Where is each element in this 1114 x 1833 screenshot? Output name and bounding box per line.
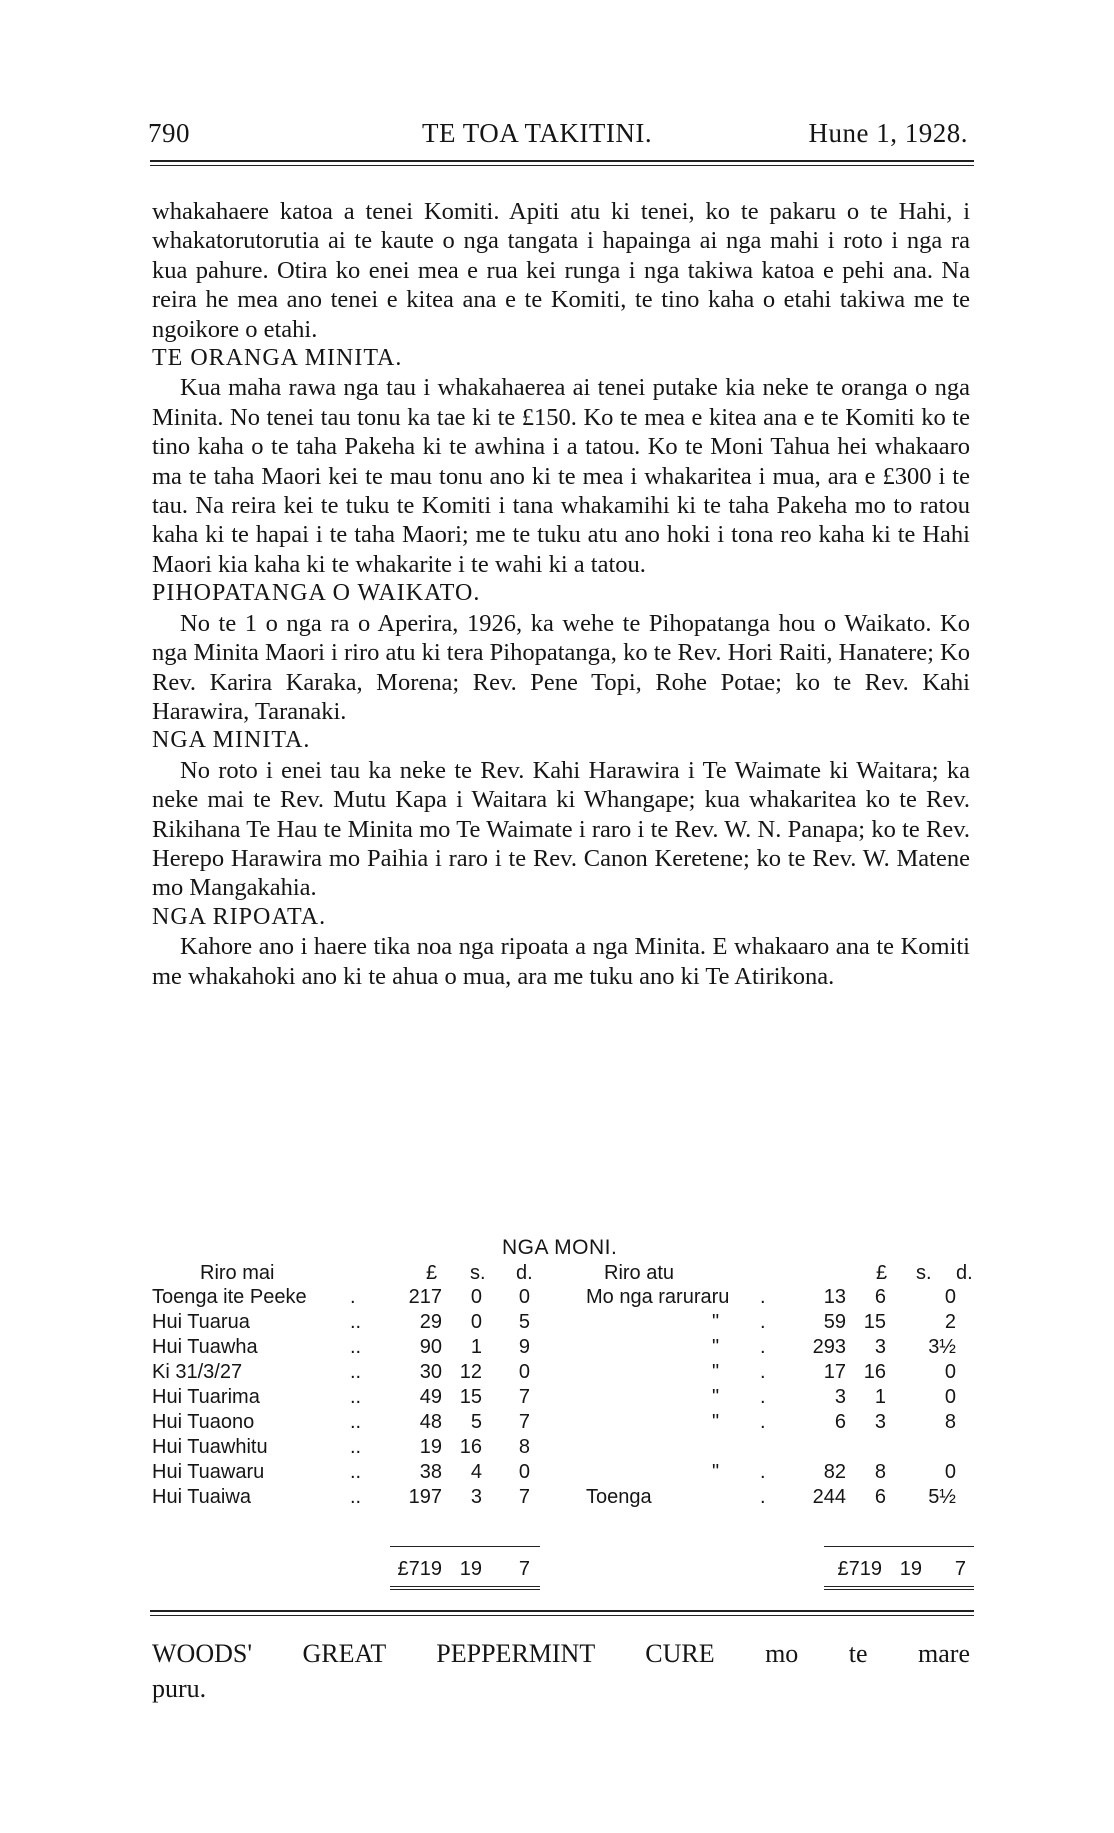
left-total-pounds: £719 (397, 1558, 442, 1580)
right-row-label: " (712, 1311, 720, 1333)
left-row-label: Hui Tuawhitu (152, 1436, 268, 1458)
paragraph-nga-ripoata: Kahore ano i haere tika noa nga ripoata a nga Minita. E whakaaro ana te Komiti me whakahoki ano ki te ahua o mua, ara me tuku ano ki Te Atirikona. (152, 933, 970, 990)
left-row-shillings: 0 (470, 1286, 482, 1308)
right-total-pounds: £719 (837, 1558, 882, 1580)
right-row-label: " (712, 1461, 720, 1483)
footer-double-rule (150, 1610, 974, 1616)
left-row-pounds: 49 (419, 1386, 442, 1408)
left-column-header: Riro mai (200, 1262, 275, 1284)
right-row-shillings: 3 (874, 1336, 886, 1358)
left-row-leader: .. (350, 1386, 362, 1408)
left-row-leader: .. (350, 1486, 362, 1508)
right-row-pence: 2 (944, 1311, 956, 1333)
left-row-leader: .. (350, 1436, 362, 1458)
left-row-label: Hui Tuaono (152, 1411, 255, 1433)
article-body (152, 197, 970, 991)
right-row-shillings: 3 (874, 1411, 886, 1433)
left-row-leader: .. (350, 1336, 362, 1358)
section-heading-pihopatanga: PIHOPATANGA O WAIKATO. (152, 580, 481, 607)
right-total-pence: 7 (954, 1558, 966, 1580)
right-sum-rule (824, 1546, 974, 1547)
left-row-pounds: 197 (408, 1486, 442, 1508)
left-row-shillings: 4 (470, 1461, 482, 1483)
publication-title: TE TOA TAKITINI. (422, 118, 653, 148)
left-row-pounds: 38 (419, 1461, 442, 1483)
left-shillings-header: s. (470, 1262, 486, 1284)
left-row-shillings: 5 (470, 1411, 482, 1433)
left-row-pence: 7 (518, 1386, 530, 1408)
left-total-double-rule (390, 1586, 540, 1590)
right-row-shillings: 15 (863, 1311, 886, 1333)
left-total-shillings: 19 (459, 1558, 482, 1580)
left-row-label: Hui Tuawaru (152, 1461, 265, 1483)
left-row-leader: .. (350, 1361, 362, 1383)
right-row-shillings: 6 (874, 1286, 886, 1308)
left-row-label: Hui Tuarua (152, 1311, 250, 1333)
right-row-pence: 5½ (928, 1486, 956, 1508)
right-pounds-header: £ (876, 1262, 888, 1284)
advert-line: WOODS' GREAT PEPPERMINT CURE mo te mare (152, 1639, 970, 1668)
advert-continuation: puru. (152, 1674, 207, 1703)
left-row-leader: .. (350, 1411, 362, 1433)
left-total-pence: 7 (518, 1558, 530, 1580)
right-row-label: " (712, 1386, 720, 1408)
left-row-pounds: 48 (419, 1411, 442, 1433)
left-row-pence: 7 (518, 1411, 530, 1433)
accounts-title: NGA MONI. (502, 1236, 618, 1259)
right-row-label: " (712, 1411, 720, 1433)
right-row-label: Toenga (586, 1486, 652, 1508)
page-number: 790 (148, 118, 190, 148)
right-column-header: Riro atu (604, 1262, 675, 1284)
accounts-table (152, 1236, 982, 1596)
right-row-leader: . (760, 1411, 766, 1433)
left-row-label: Hui Tuawha (152, 1336, 258, 1358)
left-row-pence: 5 (518, 1311, 530, 1333)
right-row-pounds: 293 (812, 1336, 846, 1358)
left-row-shillings: 12 (459, 1361, 482, 1383)
left-row-pence: 8 (518, 1436, 530, 1458)
right-shillings-header: s. (916, 1262, 932, 1284)
left-sum-rule (390, 1546, 540, 1547)
right-row-shillings: 1 (874, 1386, 886, 1408)
right-row-label: Mo nga raruraru (586, 1286, 730, 1308)
right-row-shillings: 16 (863, 1361, 886, 1383)
issue-date: Hune 1, 1928. (808, 118, 968, 148)
right-row-shillings: 8 (874, 1461, 886, 1483)
left-pounds-header: £ (426, 1262, 438, 1284)
paragraph-oranga-minita: Kua maha rawa nga tau i whakahaerea ai tenei putake kia neke te oranga o nga Minita. No tenei tau tonu ka tae ki te £150. Ko te mea e kitea ana e te Komiti ko te tino kaha o te taha Pakeha ki te awhina i a tatou. Ko te Moni Tahua hei whakaaro ma te taha Maori kei te mau tonu ano ki te mea i whakaritea i mua, ara e £300 i te tau. Na reira kei te tuku te Komiti i tana whakamihi ki te taha Pakeha mo to ratou kaha ki te hapai i te taha Maori; me te tuku atu ano hoki i tona reo kaha ki te Hahi Maori kia kaha ki te whakarite i te wahi ki a tatou. (152, 374, 970, 578)
left-row-pence: 0 (518, 1286, 530, 1308)
header-double-rule (150, 160, 974, 166)
intro-paragraph: whakahaere katoa a tenei Komiti. Apiti atu ki tenei, ko te pakaru o te Hahi, i whakatorutorutia ai te kaute o nga tangata i hapainga ai nga mahi i roto i nga ra kua pahure. Otira ko enei mea e rua kei runga i nga takiwa katoa e pehi ana. Na reira he mea ano tenei e kitea ana e te Komiti, te tino kaha o etahi takiwa me te ngoikore o etahi. (152, 198, 970, 343)
right-pence-header: d. (956, 1262, 973, 1284)
left-row-pence: 0 (518, 1361, 530, 1383)
left-pence-header: d. (516, 1262, 533, 1284)
left-row-label: Hui Tuarima (152, 1386, 260, 1408)
right-row-pounds: 244 (812, 1486, 846, 1508)
left-row-shillings: 16 (459, 1436, 482, 1458)
right-row-leader: . (760, 1461, 766, 1483)
left-row-leader: .. (350, 1311, 362, 1333)
right-row-leader: . (760, 1336, 766, 1358)
right-row-shillings: 6 (874, 1486, 886, 1508)
section-heading-nga-minita: NGA MINITA. (152, 727, 311, 754)
left-row-label: Ki 31/3/27 (152, 1361, 243, 1383)
section-heading-oranga-minita: TE ORANGA MINITA. (152, 345, 403, 372)
right-row-pence: 0 (944, 1461, 956, 1483)
left-row-pounds: 29 (419, 1311, 442, 1333)
right-row-leader: . (760, 1386, 766, 1408)
right-row-leader: . (760, 1286, 766, 1308)
right-row-leader: . (760, 1486, 766, 1508)
left-row-pounds: 217 (408, 1286, 442, 1308)
right-row-pounds: 3 (834, 1386, 846, 1408)
right-row-leader: . (760, 1311, 766, 1333)
left-row-label: Toenga ite Peeke (152, 1286, 307, 1308)
paragraph-pihopatanga: No te 1 o nga ra o Aperira, 1926, ka wehe te Pihopatanga hou o Waikato. Ko nga Minita Maori i riro atu ki tera Pihopatanga, ko te Rev. Hori Raiti, Hanatere; Ko Rev. Karira Karaka, Morena; Rev. Pene Topi, Rohe Potae; ko te Rev. Kahi Harawira, Taranaki. (152, 609, 970, 725)
right-row-pounds: 82 (823, 1461, 846, 1483)
right-total-double-rule (824, 1586, 974, 1590)
paragraph-nga-minita: No roto i enei tau ka neke te Rev. Kahi Harawira i Te Waimate ki Waitara; ka neke mai te Rev. Mutu Kapa i Waitara ki Whangape; kua whakaritea ko te Rev. Rikihana Te Hau te Minita mo Te Waimate i raro i te Rev. W. N. Panapa; ko te Rev. Herepo Harawira mo Paihia i raro i te Rev. Canon Keretene; ko te Rev. W. Matene mo Mangakahia. (152, 756, 970, 902)
right-row-pence: 3½ (928, 1336, 956, 1358)
left-row-label: Hui Tuaiwa (152, 1486, 251, 1508)
section-heading-nga-ripoata: NGA RIPOATA. (152, 903, 327, 930)
left-row-pounds: 90 (419, 1336, 442, 1358)
left-row-leader: .. (350, 1461, 362, 1483)
right-row-pounds: 13 (823, 1286, 846, 1308)
left-row-pence: 7 (518, 1486, 530, 1508)
left-row-pence: 9 (518, 1336, 530, 1358)
left-row-shillings: 15 (459, 1386, 482, 1408)
left-row-pence: 0 (518, 1461, 530, 1483)
left-row-shillings: 0 (470, 1311, 482, 1333)
left-row-leader: . (350, 1286, 356, 1308)
running-header (148, 118, 968, 158)
left-row-shillings: 1 (470, 1336, 482, 1358)
right-row-pence: 0 (944, 1361, 956, 1383)
right-row-pence: 8 (944, 1411, 956, 1433)
left-row-pounds: 30 (419, 1361, 442, 1383)
left-row-shillings: 3 (470, 1486, 482, 1508)
right-row-pounds: 59 (823, 1311, 846, 1333)
right-row-leader: . (760, 1361, 766, 1383)
right-row-pence: 0 (944, 1286, 956, 1308)
right-row-pounds: 6 (834, 1411, 846, 1433)
right-row-label: " (712, 1336, 720, 1358)
right-row-label: " (712, 1361, 720, 1383)
right-total-shillings: 19 (899, 1558, 922, 1580)
right-row-pence: 0 (944, 1386, 956, 1408)
right-row-pounds: 17 (823, 1361, 846, 1383)
left-row-pounds: 19 (419, 1436, 442, 1458)
